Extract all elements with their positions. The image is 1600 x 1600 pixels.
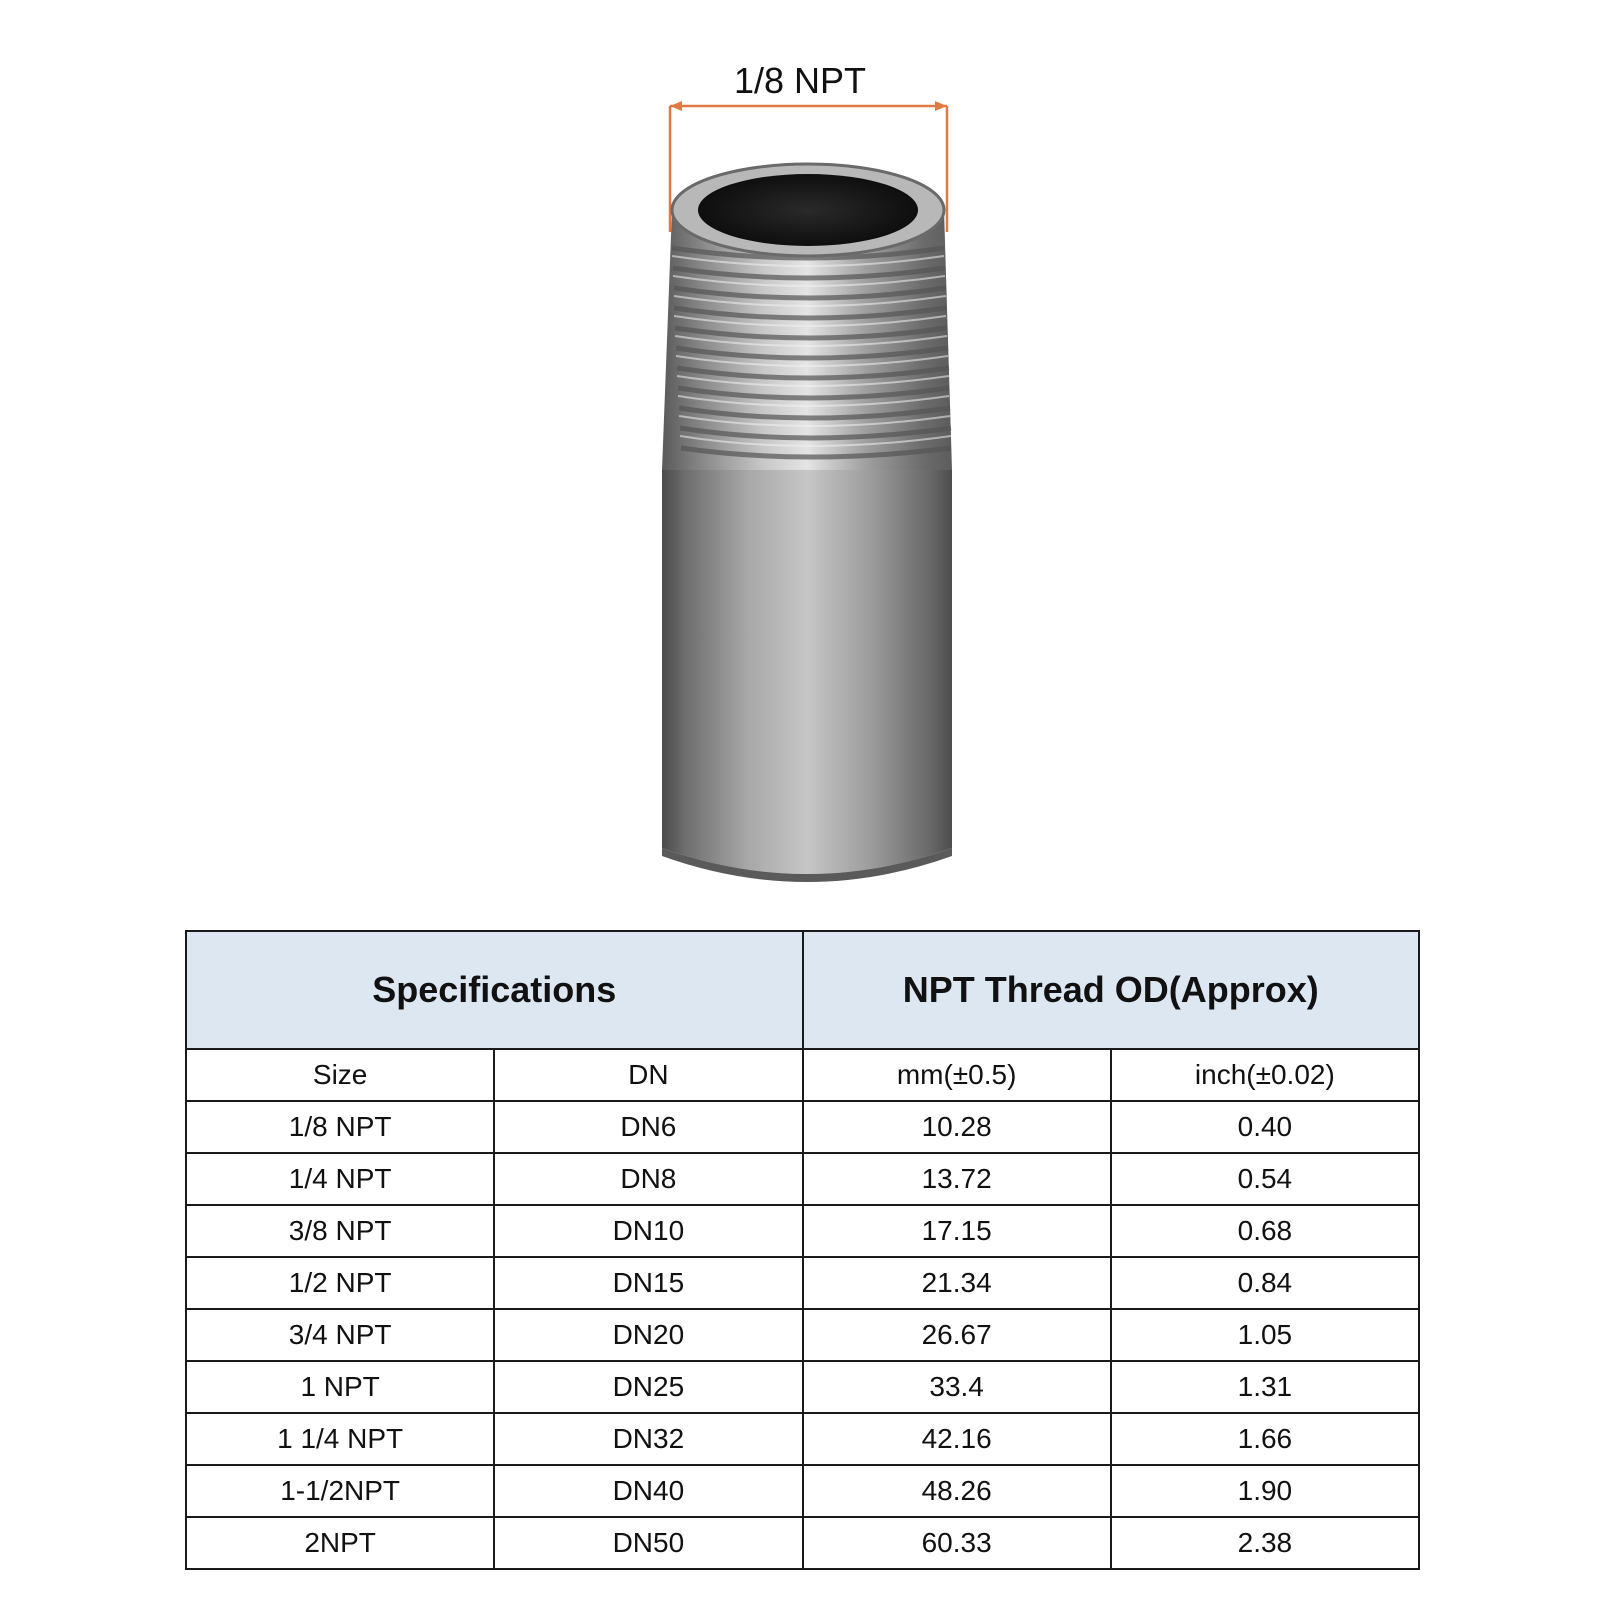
dimension-label: 1/8 NPT <box>733 60 867 101</box>
table-row <box>186 1257 1419 1309</box>
cell-mm: 21.34 <box>803 1257 1111 1309</box>
table-group-header-row <box>186 931 1419 1049</box>
table-row <box>186 1361 1419 1413</box>
cell-mm: 17.15 <box>803 1205 1111 1257</box>
cell-dn: DN32 <box>494 1413 802 1465</box>
table-column-header-row <box>186 1049 1419 1101</box>
specification-table <box>185 930 1420 1570</box>
column-header-inch: inch(±0.02) <box>1111 1049 1419 1101</box>
cell-inch: 0.40 <box>1111 1101 1419 1153</box>
table-row <box>186 1413 1419 1465</box>
cell-mm: 10.28 <box>803 1101 1111 1153</box>
column-header-size: Size <box>186 1049 494 1101</box>
cell-inch: 2.38 <box>1111 1517 1419 1569</box>
cell-size: 3/4 NPT <box>186 1309 494 1361</box>
fitting-body <box>662 470 952 874</box>
cell-inch: 1.31 <box>1111 1361 1419 1413</box>
column-header-mm: mm(±0.5) <box>803 1049 1111 1101</box>
cell-inch: 1.66 <box>1111 1413 1419 1465</box>
cell-dn: DN10 <box>494 1205 802 1257</box>
cell-mm: 48.26 <box>803 1465 1111 1517</box>
cell-mm: 42.16 <box>803 1413 1111 1465</box>
cell-dn: DN6 <box>494 1101 802 1153</box>
group-header-thread-od: NPT Thread OD(Approx) <box>803 931 1420 1049</box>
cell-size: 1/2 NPT <box>186 1257 494 1309</box>
table-row <box>186 1309 1419 1361</box>
table-row <box>186 1465 1419 1517</box>
cell-mm: 26.67 <box>803 1309 1111 1361</box>
cell-dn: DN20 <box>494 1309 802 1361</box>
cell-dn: DN25 <box>494 1361 802 1413</box>
cell-mm: 33.4 <box>803 1361 1111 1413</box>
cell-inch: 0.54 <box>1111 1153 1419 1205</box>
column-header-dn: DN <box>494 1049 802 1101</box>
cell-size: 1/8 NPT <box>186 1101 494 1153</box>
table-row <box>186 1517 1419 1569</box>
cell-size: 1 1/4 NPT <box>186 1413 494 1465</box>
table-row <box>186 1205 1419 1257</box>
cell-inch: 0.68 <box>1111 1205 1419 1257</box>
cell-inch: 1.90 <box>1111 1465 1419 1517</box>
group-header-specifications: Specifications <box>186 931 803 1049</box>
cell-dn: DN15 <box>494 1257 802 1309</box>
cell-inch: 1.05 <box>1111 1309 1419 1361</box>
cell-size: 3/8 NPT <box>186 1205 494 1257</box>
cell-inch: 0.84 <box>1111 1257 1419 1309</box>
cell-dn: DN8 <box>494 1153 802 1205</box>
cell-mm: 13.72 <box>803 1153 1111 1205</box>
cell-dn: DN50 <box>494 1517 802 1569</box>
table-row <box>186 1101 1419 1153</box>
cell-mm: 60.33 <box>803 1517 1111 1569</box>
cell-dn: DN40 <box>494 1465 802 1517</box>
cell-size: 1-1/2NPT <box>186 1465 494 1517</box>
cell-size: 2NPT <box>186 1517 494 1569</box>
table-row <box>186 1153 1419 1205</box>
cell-size: 1 NPT <box>186 1361 494 1413</box>
cell-size: 1/4 NPT <box>186 1153 494 1205</box>
fitting-bore <box>698 174 918 246</box>
